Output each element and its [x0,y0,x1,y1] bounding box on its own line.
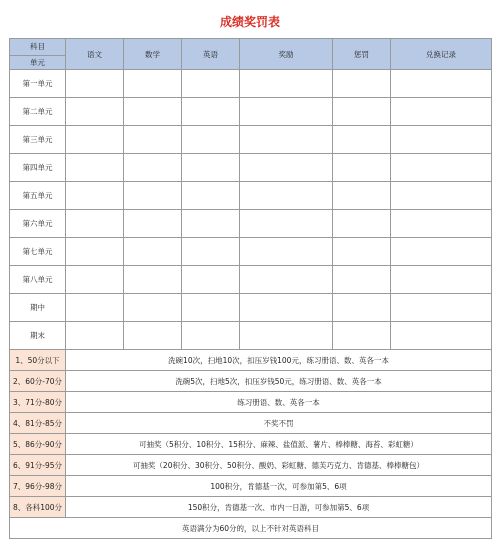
unit-label-cell: 第四单元 [10,154,66,182]
cell-redeem-record[interactable] [391,266,492,294]
header-row [10,39,492,70]
cell-reward[interactable] [240,98,333,126]
rule-row [10,497,492,518]
cell-english[interactable] [182,182,240,210]
cell-chinese[interactable] [66,322,124,350]
rule-row [10,476,492,497]
unit-label-cell: 第二单元 [10,98,66,126]
cell-chinese[interactable] [66,294,124,322]
cell-chinese[interactable] [66,266,124,294]
unit-label-cell: 第八单元 [10,266,66,294]
cell-penalty[interactable] [333,238,391,266]
column-header-math: 数学 [124,39,182,70]
rule-row [10,371,492,392]
rule-range: 2、60分-70分 [10,371,66,392]
unit-row [10,294,492,322]
unit-row [10,70,492,98]
rule-range: 7、96分-98分 [10,476,66,497]
unit-label-cell: 第五单元 [10,182,66,210]
cell-math[interactable] [124,322,182,350]
unit-row [10,322,492,350]
cell-penalty[interactable] [333,182,391,210]
rule-text: 150积分，肯德基一次、市内一日游，可参加第5、6项 [66,497,492,518]
cell-chinese[interactable] [66,126,124,154]
cell-redeem-record[interactable] [391,70,492,98]
cell-reward[interactable] [240,70,333,98]
cell-reward[interactable] [240,266,333,294]
cell-reward[interactable] [240,294,333,322]
cell-reward[interactable] [240,154,333,182]
cell-reward[interactable] [240,322,333,350]
cell-redeem-record[interactable] [391,238,492,266]
cell-english[interactable] [182,266,240,294]
cell-penalty[interactable] [333,98,391,126]
cell-chinese[interactable] [66,210,124,238]
cell-penalty[interactable] [333,126,391,154]
column-header-english: 英语 [182,39,240,70]
rule-text: 100积分，肯德基一次，可参加第5、6项 [66,476,492,497]
cell-english[interactable] [182,70,240,98]
reward-table [9,38,492,539]
cell-redeem-record[interactable] [391,98,492,126]
column-header-reward: 奖励 [240,39,333,70]
rule-range: 1、50分以下 [10,350,66,371]
footnote-row [10,518,492,539]
rule-text: 洗碗5次，扫地5次，扣压岁钱50元，练习册语、数、英各一本 [66,371,492,392]
sheet-title: 成绩奖罚表 [219,15,280,29]
cell-chinese[interactable] [66,98,124,126]
cell-redeem-record[interactable] [391,126,492,154]
rule-text: 练习册语、数、英各一本 [66,392,492,413]
cell-english[interactable] [182,294,240,322]
cell-penalty[interactable] [333,154,391,182]
column-header-redeem-record: 兑换记录 [391,39,492,70]
cell-math[interactable] [124,238,182,266]
column-header-chinese: 语文 [66,39,124,70]
cell-penalty[interactable] [333,266,391,294]
score-reward-sheet [9,6,491,539]
cell-math[interactable] [124,70,182,98]
cell-english[interactable] [182,238,240,266]
cell-math[interactable] [124,266,182,294]
column-header-penalty: 惩罚 [333,39,391,70]
rule-row [10,455,492,476]
unit-row [10,126,492,154]
cell-penalty[interactable] [333,322,391,350]
cell-redeem-record[interactable] [391,322,492,350]
cell-penalty[interactable] [333,70,391,98]
rule-range: 4、81分-85分 [10,413,66,434]
rule-row [10,413,492,434]
rule-range: 5、86分-90分 [10,434,66,455]
rule-row [10,350,492,371]
unit-label-cell: 期中 [10,294,66,322]
cell-redeem-record[interactable] [391,182,492,210]
cell-math[interactable] [124,294,182,322]
cell-redeem-record[interactable] [391,294,492,322]
rule-text: 可抽奖（5积分、10积分、15积分、麻辣、盐值派、薯片、棒棒糖、海苔、彩虹糖） [66,434,492,455]
corner-cell [10,39,66,70]
unit-row [10,266,492,294]
rule-row [10,392,492,413]
unit-row [10,98,492,126]
cell-math[interactable] [124,98,182,126]
cell-redeem-record[interactable] [391,154,492,182]
rule-text: 不奖不罚 [66,413,492,434]
unit-row [10,182,492,210]
unit-label-cell: 第七单元 [10,238,66,266]
unit-row [10,210,492,238]
unit-label-cell: 第三单元 [10,126,66,154]
unit-label-cell: 期末 [10,322,66,350]
rule-range: 3、71分-80分 [10,392,66,413]
cell-penalty[interactable] [333,294,391,322]
cell-math[interactable] [124,126,182,154]
cell-math[interactable] [124,154,182,182]
subject-label: 科目 [10,39,65,56]
cell-english[interactable] [182,322,240,350]
cell-chinese[interactable] [66,182,124,210]
cell-reward[interactable] [240,238,333,266]
cell-english[interactable] [182,98,240,126]
unit-row [10,238,492,266]
unit-label-cell: 第六单元 [10,210,66,238]
cell-math[interactable] [124,182,182,210]
unit-label: 单元 [30,58,45,67]
cell-reward[interactable] [240,210,333,238]
cell-redeem-record[interactable] [391,210,492,238]
unit-label-cell: 第一单元 [10,70,66,98]
cell-reward[interactable] [240,126,333,154]
cell-math[interactable] [124,210,182,238]
rule-text: 洗碗10次，扫地10次，扣压岁钱100元，练习册语、数、英各一本 [66,350,492,371]
cell-reward[interactable] [240,182,333,210]
rule-row [10,434,492,455]
rule-range: 6、91分-95分 [10,455,66,476]
unit-row [10,154,492,182]
cell-penalty[interactable] [333,210,391,238]
rule-range: 8、各科100分 [10,497,66,518]
cell-chinese[interactable] [66,154,124,182]
cell-english[interactable] [182,126,240,154]
cell-english[interactable] [182,210,240,238]
cell-chinese[interactable] [66,70,124,98]
cell-chinese[interactable] [66,238,124,266]
footnote: 英语满分为60分的，以上不针对英语科目 [10,518,492,539]
rule-text: 可抽奖（20积分、30积分、50积分、酸奶、彩虹糖、德芙巧克力、肯德基、棒棒糖包） [66,455,492,476]
cell-english[interactable] [182,154,240,182]
